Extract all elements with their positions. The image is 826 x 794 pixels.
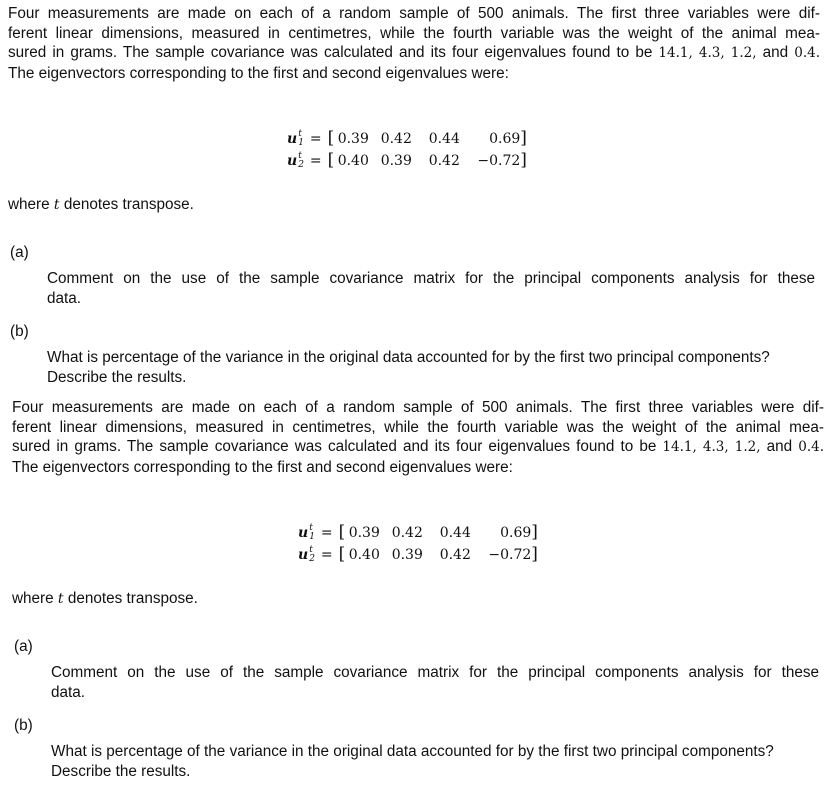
eigenvalues-and: and xyxy=(762,44,789,62)
question-line: data. xyxy=(51,683,86,701)
intro-line: ferent linear dimensions, measured in centimetres, while the fourth variable was the weight of the animal mea- xyxy=(8,24,820,42)
vector-symbol: u t 1 xyxy=(287,129,304,148)
vector-symbol: u t 2 xyxy=(298,545,315,564)
vector-entry: 0.69 xyxy=(500,525,532,541)
question-line: Describe the results. xyxy=(47,368,187,386)
part-question xyxy=(47,348,815,387)
vector-entry: 0.39 xyxy=(391,547,423,563)
eigenvector-display xyxy=(298,522,538,566)
question-line: Describe the results. xyxy=(51,762,191,780)
part-label: (a) xyxy=(14,638,33,655)
vector-entry: 0.42 xyxy=(380,131,412,147)
eigenvector-row xyxy=(287,128,527,150)
intro-line-with-eigenvalues xyxy=(8,43,820,64)
close-bracket: ] xyxy=(531,544,538,564)
vector-entry: −0.72 xyxy=(488,547,532,563)
close-bracket: ] xyxy=(520,150,527,170)
where-prefix: where xyxy=(8,196,50,213)
vector-symbol: u t 1 xyxy=(298,523,315,542)
vector-entry: 0.39 xyxy=(337,131,369,147)
question-line: What is percentage of the variance in the original data accounted for by the first two principal components? xyxy=(47,349,770,366)
intro-line: Four measurements are made on each of a random sample of 500 animals. The first three variables were dif- xyxy=(8,5,820,22)
where-prefix: where xyxy=(12,590,54,607)
question-line: data. xyxy=(47,289,82,307)
equals-sign: = xyxy=(309,131,322,147)
close-bracket: ] xyxy=(531,522,538,542)
vector-entry: 0.42 xyxy=(439,547,471,563)
intro-line: sured in grams. The sample covariance was calculated and its four eigenvalues found to be xyxy=(12,438,657,456)
transpose-symbol: t xyxy=(53,197,60,213)
where-note xyxy=(12,589,198,610)
intro-line: Four measurements are made on each of a random sample of 500 animals. The first three variables were dif- xyxy=(12,399,824,416)
part-question xyxy=(47,269,815,308)
intro-line: sured in grams. The sample covariance was calculated and its four eigenvalues found to be xyxy=(8,44,653,62)
eigenvector-display xyxy=(287,128,527,172)
part-label: (b) xyxy=(14,717,33,734)
intro-line-with-eigenvalues xyxy=(12,437,824,458)
vector-entry: 0.44 xyxy=(428,131,460,147)
part-question xyxy=(51,742,819,781)
problem-block xyxy=(0,0,826,394)
part-label: (b) xyxy=(10,323,29,340)
where-suffix: denotes transpose. xyxy=(63,196,194,213)
intro-line: The eigenvectors corresponding to the first and second eigenvalues were: xyxy=(12,458,513,476)
equals-sign: = xyxy=(320,525,333,541)
open-bracket: [ xyxy=(338,522,346,542)
question-line: What is percentage of the variance in the original data accounted for by the first two principal components? xyxy=(51,743,774,760)
eigenvector-row xyxy=(298,544,538,566)
part-question xyxy=(51,663,819,702)
open-bracket: [ xyxy=(338,544,346,564)
eigenvalue-last: 0.4. xyxy=(798,439,824,456)
equals-sign: = xyxy=(320,547,333,563)
eigenvector-row xyxy=(287,150,527,172)
part-label: (a) xyxy=(10,244,29,261)
vector-entry: 0.40 xyxy=(348,547,380,563)
where-suffix: denotes transpose. xyxy=(67,590,198,607)
close-bracket: ] xyxy=(520,128,527,148)
open-bracket: [ xyxy=(327,150,335,170)
vector-entry: 0.39 xyxy=(380,153,412,169)
vector-entry: 0.40 xyxy=(337,153,369,169)
open-bracket: [ xyxy=(327,128,335,148)
eigenvector-row xyxy=(298,522,538,544)
vector-entry: 0.42 xyxy=(428,153,460,169)
transpose-symbol: t xyxy=(57,591,64,607)
vector-entry: −0.72 xyxy=(477,153,521,169)
vector-entry: 0.39 xyxy=(348,525,380,541)
problem-intro xyxy=(12,398,824,477)
vector-entry: 0.42 xyxy=(391,525,423,541)
vector-entry: 0.44 xyxy=(439,525,471,541)
vector-entry: 0.69 xyxy=(489,131,521,147)
intro-line: ferent linear dimensions, measured in centimetres, while the fourth variable was the weight of the animal mea- xyxy=(12,418,824,436)
vector-symbol: u t 2 xyxy=(287,151,304,170)
question-line: Comment on the use of the sample covariance matrix for the principal components analysis for these xyxy=(51,664,819,681)
eigenvalues-and: and xyxy=(766,438,793,456)
problem-intro xyxy=(8,4,820,83)
where-note xyxy=(8,195,194,216)
eigenvalue-last: 0.4. xyxy=(794,45,820,62)
eigenvalues-list: 14.1, 4.3, 1.2, xyxy=(658,45,757,62)
problem-block-copy xyxy=(4,394,826,788)
eigenvalues-list: 14.1, 4.3, 1.2, xyxy=(662,439,761,456)
intro-line: The eigenvectors corresponding to the first and second eigenvalues were: xyxy=(8,64,509,82)
equals-sign: = xyxy=(309,153,322,169)
question-line: Comment on the use of the sample covariance matrix for the principal components analysis for these xyxy=(47,270,815,287)
